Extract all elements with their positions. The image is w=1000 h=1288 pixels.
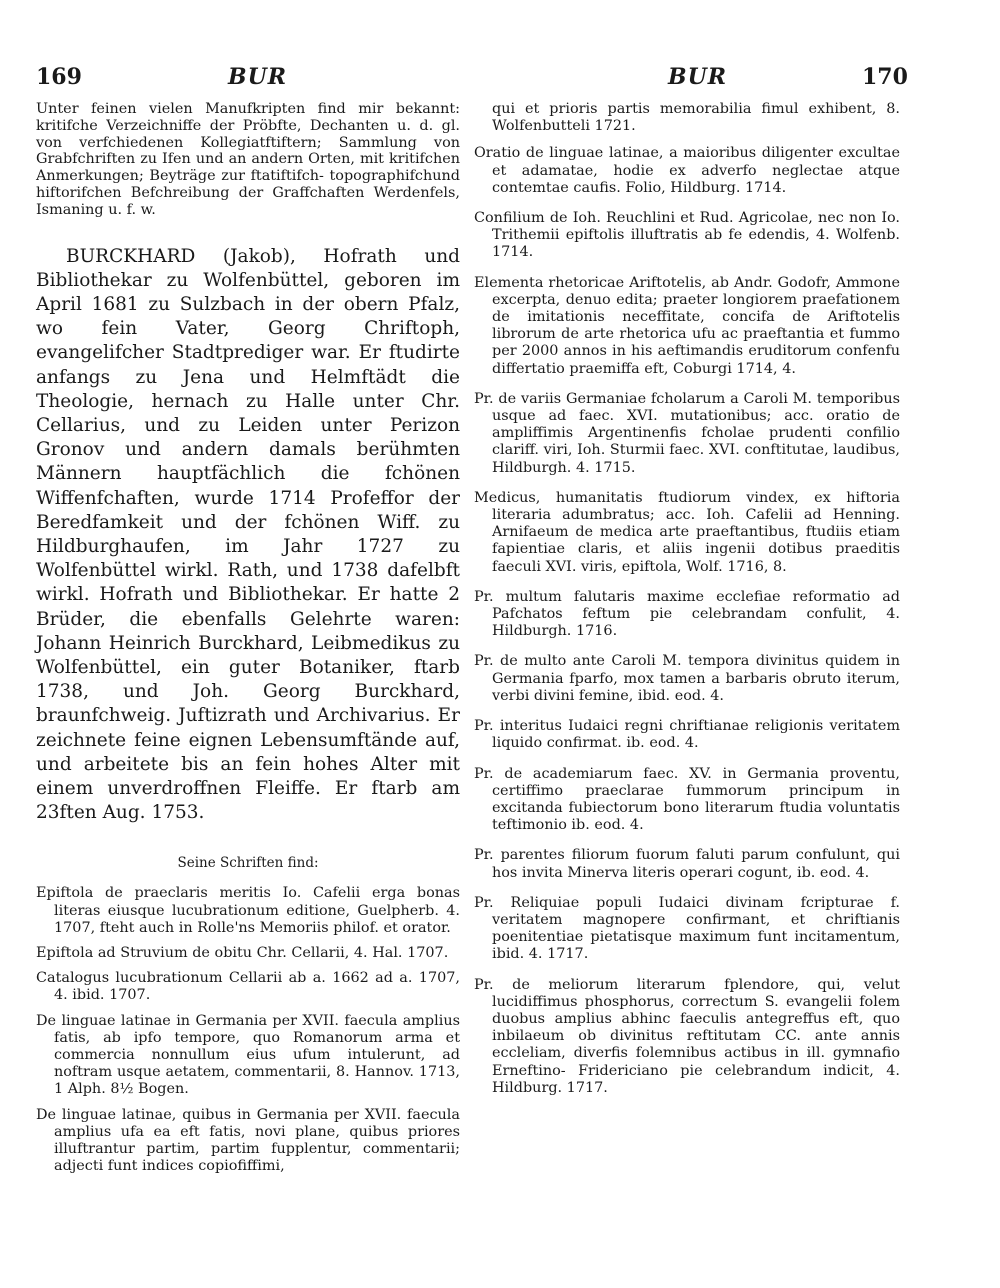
left-column bbox=[36, 101, 460, 1184]
intro-paragraph: Unter feinen vielen Manufkripten find mir bekannt: kritifche Verzeichniffe der Pröbfte, Dechanten u. d. gl. von verfchiedenen Kollegiatftiftern; Sammlung von Grabfchriften zu Ifen und an andern Orten, mit kritifchen Anmerkungen; Beyträge zur ftatiftifch- topographifchund hiftorifchen Befchreibung der Graffchaften Werdenfels, Ismaning u. f. w. bbox=[36, 101, 460, 218]
bibliography-entry: Pr. Reliquiae populi Iudaici divinam fcripturae f. veritatem magnopere confirmant, et chriftianis poenitentiae pietatisque maximum funt incitamentum, ibid. 4. 1717. bbox=[474, 894, 900, 963]
bibliography-entry-continued: qui et prioris partis memorabilia fimul exhibent, 8. Wolfenbutteli 1721. bbox=[492, 101, 900, 135]
writings-heading: Seine Schriften find: bbox=[177, 855, 319, 872]
bibliography-entry: Epiftola de praeclaris meritis Io. Cafelii erga bonas literas eiusque lucubrationum editione, Guelpherb. 4. 1707, fteht auch in Rolle'ns Memoriis philof. et orator. bbox=[36, 885, 460, 936]
biography-entry: BURCKHARD (Jakob), Hofrath und Bibliothekar zu Wolfenbüttel, geboren im April 1681 zu Sulzbach in der obern Pfalz, wo fein Vater, Georg Chriftoph, evangelifcher Stadtprediger war. Er ftudirte anfangs zu Jena und Helmftädt die Theologie, hernach zu Halle unter Chr. Cellarius, und zu Leiden unter Perizon Gronov und andern damals berühmten Männern hauptfächlich die fchönen Wiffenfchaften, wurde 1714 Profeffor der Beredfamkeit und der fchönen Wiff. zu Hildburghaufen, im Jahr 1727 zu Wolfenbüttel wirkl. Rath, und 1738 dafelbft wirkl. Hofrath und Bibliothekar. Er hatte 2 Brüder, die ebenfalls Gelehrte waren: Johann Heinrich Burckhard, Leibmedikus zu Wolfenbüttel, ein guter Botaniker, ftarb 1738, und Joh. Georg Burckhard, braunfchweig. Juftizrath und Archivarius. Er zeichnete feine eignen Lebensumftände auf, und arbeitete bis an fein hohes Alter mit einem unverdroffnen Fleiffe. Er ftarb am 23ften Aug. 1753. bbox=[36, 245, 460, 824]
bibliography-entry: Medicus, humanitatis ftudiorum vindex, ex hiftoria literaria adumbratus; acc. Ioh. Cafelii ad Henning. Arnifaeum de medica arte praeftantibus, ftudiis etiam fapientiae claris, et aliis ingenii dotibus praeditis faeculi XVI. viris, epiftola, Wolf. 1716, 8. bbox=[474, 489, 900, 575]
left-running-headword: BUR bbox=[228, 64, 288, 90]
bibliography-entry: Pr. de academiarum faec. XV. in Germania proventu, certiffimo praeclarae fummorum principum in excitanda fubiectorum bono literarum ftudia voluntatis teftimonio ib. eod. 4. bbox=[474, 765, 900, 834]
left-page-number: 169 bbox=[36, 64, 82, 90]
bibliography-entry: De linguae latinae, quibus in Germania per XVII. faecula amplius ufa ea eft fatis, novi plane, quibus priores illuftrantur partim, partim fupplentur, commentarii; adjecti funt indices copiofiffimi, bbox=[36, 1106, 460, 1175]
bibliography-entry: De linguae latinae in Germania per XVII. faecula amplius fatis, ab ipfo tempore, quo Romanorum arma et commercia nonnullum eius ufum intulerunt, ad noftram usque aetatem, commentarii, 8. Hannov. 1713, 1 Alph. 8½ Bogen. bbox=[36, 1012, 460, 1098]
bibliography-entry: Confilium de Ioh. Reuchlini et Rud. Agricolae, nec non Io. Trithemii epiftolis illuftratis ab fe edendis, 4. Wolfenb. 1714. bbox=[474, 210, 900, 261]
bibliography-entry: Catalogus lucubrationum Cellarii ab a. 1662 ad a. 1707, 4. ibid. 1707. bbox=[36, 970, 460, 1004]
bibliography-entry: Pr. de multo ante Caroli M. tempora divinitus quidem in Germania fparfo, mox tamen a barbaris obruto iterum, verbi divini femine, ibid. eod. 4. bbox=[474, 653, 900, 704]
bibliography-entry: Pr. parentes filiorum fuorum faluti parum confulunt, qui hos invita Minerva literis operari cogunt, ib. eod. 4. bbox=[474, 847, 900, 881]
right-page-number: 170 bbox=[862, 64, 908, 90]
right-column bbox=[474, 101, 900, 1110]
bibliography-entry: Elementa rhetoricae Ariftotelis, ab Andr. Godofr, Ammone excerpta, denuo edita; praeter longiorem praefationem de imitationis neceffitate, concifa de Ariftotelis librorum de arte rhetorica ufu ac praeftantia et fummo per 2000 annos in his aeftimandis eruditorum confenfu differtatio praemiffa eft, Coburgi 1714, 4. bbox=[474, 274, 900, 377]
right-running-headword: BUR bbox=[668, 64, 728, 90]
bibliography-entry: Pr. de meliorum literarum fplendore, qui, velut lucidiffimus phosphorus, correctum S. evangelii folem duobus amplius abhinc faeculis antegreffus eft, quo inbilaeum ob divinitus reftitutam CC. ante annis eccleliam, diverfis folemnibus actibus in ill. gymnafio Erneftino- Fridericiano pie celebrandum indicit, 4. Hildburg. 1717. bbox=[474, 976, 900, 1096]
bibliography-entry: Pr. multum falutaris maxime ecclefiae reformatio ad Pafchatos feftum pie celebrandam confulit, 4. Hildburgh. 1716. bbox=[474, 588, 900, 640]
bibliography-entry: Pr. interitus Iudaici regni chriftianae religionis veritatem liquido confirmat. ib. eod. 4. bbox=[474, 718, 900, 752]
bibliography-entry: Pr. de variis Germaniae fcholarum a Caroli M. temporibus usque ad faec. XVI. mutationibus; acc. oratio de ampliffimis Argentinenfis fcholae prudenti confilio clariff. viri, Ioh. Sturmii faec. XVI. conftitutae, laudibus, Hildburgh. 4. 1715. bbox=[474, 390, 900, 476]
bibliography-entry: Epiftola ad Struvium de obitu Chr. Cellarii, 4. Hal. 1707. bbox=[36, 945, 449, 962]
bibliography-entry: Oratio de linguae latinae, a maioribus diligenter excultae et adamatae, hodie ex adverfo neglectae atque contemtae caufis. Folio, Hildburg. 1714. bbox=[474, 145, 900, 196]
